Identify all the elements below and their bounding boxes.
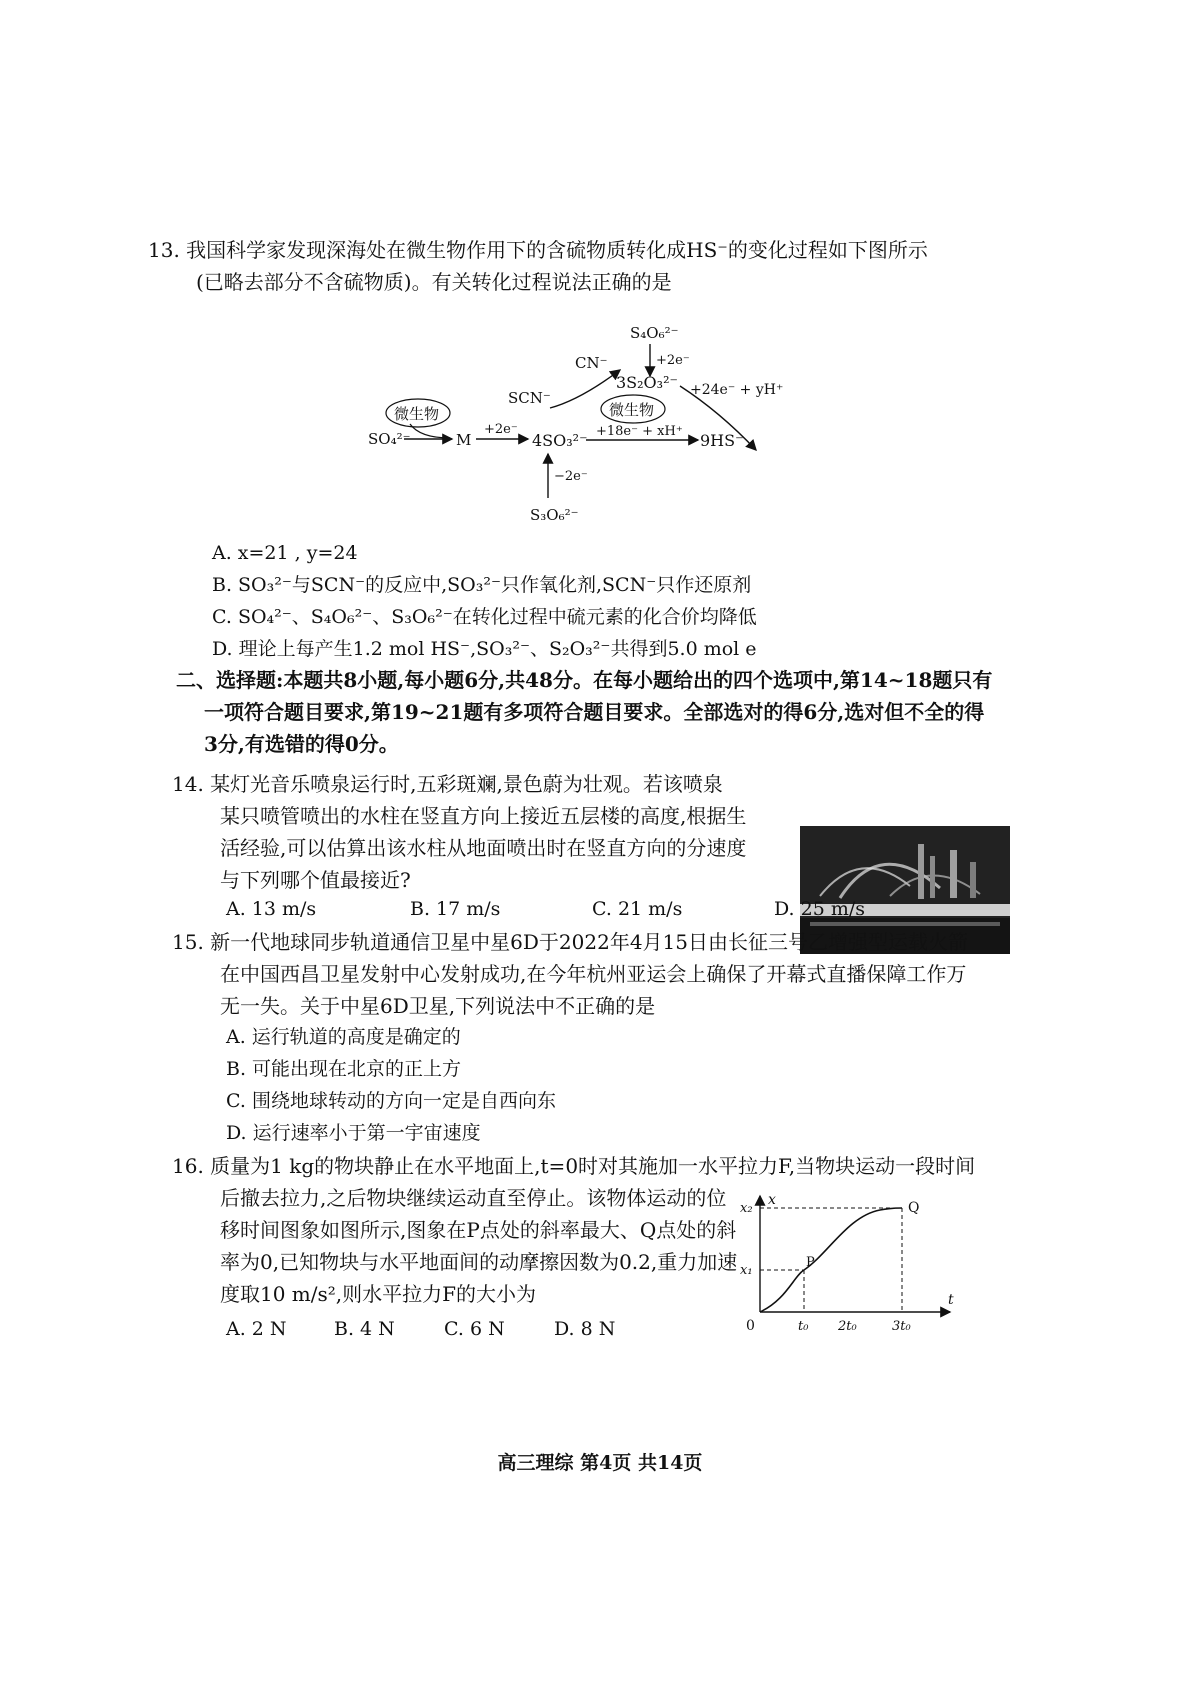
cn-label: CN⁻ [575, 354, 608, 372]
q16-option-b: B. 4 N [334, 1318, 395, 1340]
bottom-arrow-label: −2e⁻ [554, 469, 588, 484]
q14-stem-line3: 活经验,可以估算出该水柱从地面喷出时在竖直方向的分速度 [220, 836, 747, 860]
q14-stem-line2: 某只喷管喷出的水柱在竖直方向上接近五层楼的高度,根据生 [220, 804, 747, 828]
q15-option-c: C. 围绕地球转动的方向一定是自西向东 [226, 1090, 556, 1112]
q13-stem-line1: 13. 我国科学家发现深海处在微生物作用下的含硫物质转化成HS⁻的变化过程如下图所示 [148, 238, 928, 262]
displacement-time-graph [730, 1192, 980, 1352]
section2-line1: 二、选择题:本题共8小题,每小题6分,共48分。在每小题给出的四个选项中,第14~18题只有 [176, 668, 993, 692]
q15-option-a: A. 运行轨道的高度是确定的 [226, 1026, 461, 1048]
x1-label: x₁ [740, 1263, 753, 1278]
q15-stem-line1: 15. 新一代地球同步轨道通信卫星中星6D于2022年4月15日由长征三号乙增强型运载火箭 [172, 930, 968, 954]
main-arrow-label: +18e⁻ + xH⁺ [596, 424, 683, 439]
microbe1-label: 微生物 [394, 405, 440, 423]
s3o6-label: S₃O₆²⁻ [530, 506, 579, 524]
q15-option-b: B. 可能出现在北京的正上方 [226, 1058, 462, 1080]
so3-label: 4SO₃²⁻ [532, 431, 588, 450]
x2-label: x₂ [740, 1201, 753, 1216]
s2o3-label: 3S₂O₃²⁻ [616, 373, 678, 392]
section2-line2: 一项符合题目要求,第19~21题有多项符合题目要求。全部选对的得6分,选对但不全的得 [204, 700, 985, 724]
q16-option-c: C. 6 N [444, 1318, 505, 1340]
x-t-curve [760, 1208, 902, 1312]
sulfur-conversion-diagram [368, 320, 840, 560]
t0-label: t₀ [798, 1319, 809, 1334]
top-arrow-label: +2e⁻ [656, 353, 690, 368]
so4-label: SO₄²⁻ [368, 430, 411, 448]
q14-option-b: B. 17 m/s [410, 898, 501, 920]
q-label: Q [908, 1200, 920, 1216]
t3-label: 3t₀ [892, 1319, 911, 1334]
m-label: M [456, 431, 472, 449]
microbe2-label: 微生物 [609, 401, 655, 419]
scn-label: SCN⁻ [508, 389, 551, 407]
q14-stem-line4: 与下列哪个值最接近? [220, 868, 411, 892]
s4o6-label: S₄O₆²⁻ [630, 324, 679, 342]
q15-stem-line2: 在中国西昌卫星发射中心发射成功,在今年杭州亚运会上确保了开幕式直播保障工作万 [220, 962, 967, 986]
q14-option-d: D. 25 m/s [774, 898, 866, 920]
q16-option-a: A. 2 N [226, 1318, 287, 1340]
q14-stem-line1: 14. 某灯光音乐喷泉运行时,五彩斑斓,景色蔚为壮观。若该喷泉 [172, 772, 723, 796]
y-axis-label: x [768, 1192, 776, 1208]
q16-stem-line4: 率为0,已知物块与水平地面间的动摩擦因数为0.2,重力加速 [220, 1250, 738, 1274]
q14-option-a: A. 13 m/s [226, 898, 317, 920]
x-axis-label: t [948, 1292, 954, 1308]
q15-stem-line3: 无一失。关于中星6D卫星,下列说法中不正确的是 [220, 994, 656, 1018]
q13-option-a: A. x=21 , y=24 [212, 542, 358, 564]
hs-label: 9HS⁻ [700, 431, 744, 450]
q14-option-c: C. 21 m/s [592, 898, 683, 920]
q13-stem-line2: (已略去部分不含硫物质)。有关转化过程说法正确的是 [196, 270, 672, 294]
section2-line3: 3分,有选错的得0分。 [204, 732, 399, 756]
q13-option-b: B. SO₃²⁻与SCN⁻的反应中,SO₃²⁻只作氧化剂,SCN⁻只作还原剂 [212, 574, 752, 596]
q13-option-d: D. 理论上每产生1.2 mol HS⁻,SO₃²⁻、S₂O₃²⁻共得到5.0 mol e [212, 638, 757, 660]
q16-stem-line1: 16. 质量为1 kg的物块静止在水平地面上,t=0时对其施加一水平拉力F,当物块运动一段时间 [172, 1154, 976, 1178]
q16-stem-line2: 后撤去拉力,之后物块继续运动直至停止。该物体运动的位 [220, 1186, 727, 1210]
q16-option-d: D. 8 N [554, 1318, 616, 1340]
q16-stem-line5: 度取10 m/s²,则水平拉力F的大小为 [220, 1282, 537, 1306]
right-arrow-label: +24e⁻ + yH⁺ [690, 382, 784, 398]
m-arrow-label: +2e⁻ [484, 422, 518, 437]
q15-option-d: D. 运行速率小于第一宇宙速度 [226, 1122, 481, 1144]
q13-option-c: C. SO₄²⁻、S₄O₆²⁻、S₃O₆²⁻在转化过程中硫元素的化合价均降低 [212, 606, 757, 628]
p-label: P [806, 1255, 815, 1270]
t2-label: 2t₀ [838, 1319, 857, 1334]
q16-stem-line3: 移时间图象如图所示,图象在P点处的斜率最大、Q点处的斜 [220, 1218, 737, 1242]
origin-label: 0 [746, 1318, 755, 1334]
page-footer: 高三理综 第4页 共14页 [497, 1452, 703, 1474]
